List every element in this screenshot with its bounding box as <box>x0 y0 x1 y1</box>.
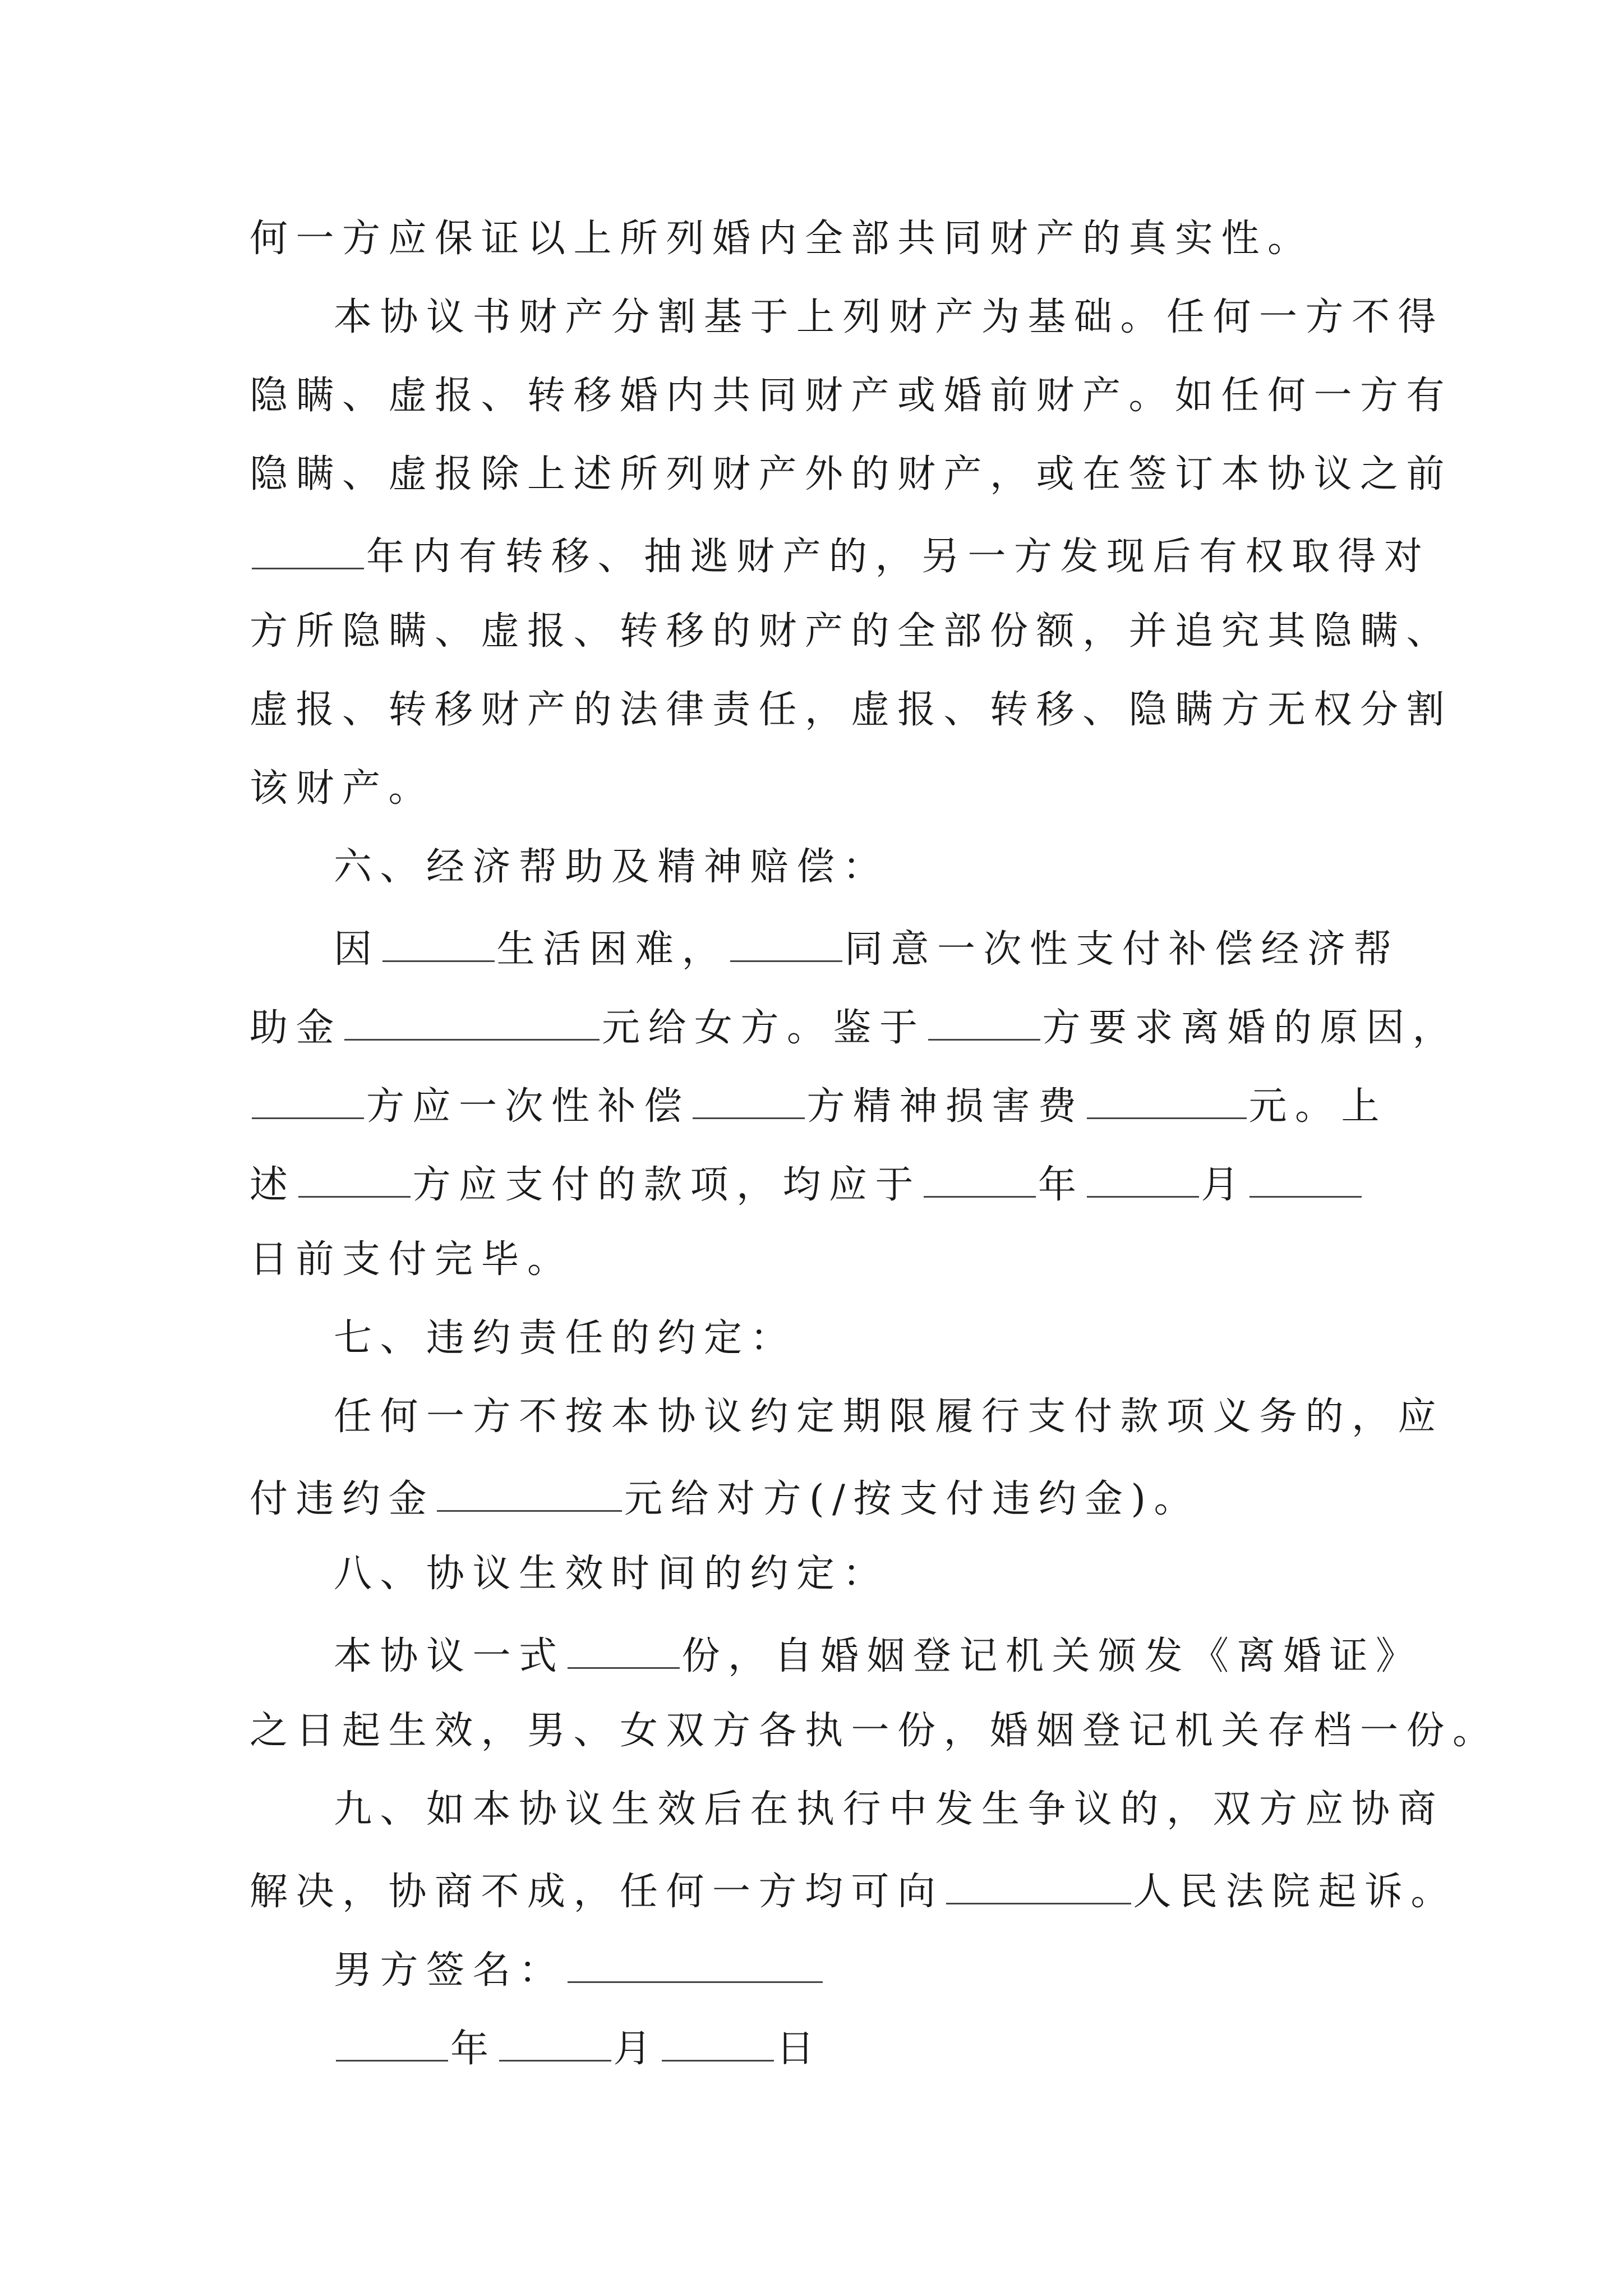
text: 月 <box>1201 1163 1248 1207</box>
text-line <box>250 217 1314 261</box>
fill-blank[interactable] <box>568 1634 680 1669</box>
text: 年 <box>450 2027 497 2071</box>
text-line <box>250 609 1453 654</box>
text: 述 <box>250 1163 296 1207</box>
fill-blank[interactable] <box>730 927 842 962</box>
text: 何一方应保证以上所列婚内全部共同财产的真实性。 <box>250 217 1314 261</box>
section-heading <box>334 845 889 889</box>
text-line <box>250 1005 1459 1050</box>
signature-blank[interactable] <box>568 1948 823 1983</box>
text: 之日起生效，男、女双方各执一份，婚姻登记机关存档一份。 <box>250 1709 1499 1753</box>
text-line <box>334 1634 1422 1676</box>
day-blank[interactable] <box>662 2026 774 2062</box>
fill-blank[interactable] <box>946 1869 1131 1904</box>
text: 因 <box>334 927 380 972</box>
section-heading <box>334 1316 797 1360</box>
text-line <box>250 1476 1200 1519</box>
text: 日 <box>776 2027 823 2071</box>
text-line <box>250 534 1431 579</box>
text: 隐瞒、虚报除上述所列财产外的财产，或在签订本协议之前 <box>250 452 1453 496</box>
text: 日前支付完毕。 <box>250 1237 574 1282</box>
text-line <box>334 1395 1445 1439</box>
text: 解决，协商不成，任何一方均可向 <box>250 1870 944 1914</box>
signature-line <box>334 1948 825 1993</box>
text: 本协议一式 <box>334 1634 565 1678</box>
text: 该财产。 <box>250 766 435 811</box>
fill-blank[interactable] <box>1249 1162 1362 1198</box>
text: 虚报、转移财产的法律责任，虚报、转移、隐瞒方无权分割 <box>250 688 1453 732</box>
text-line <box>250 766 435 811</box>
text: 元给对方(/按支付违约金)。 <box>624 1477 1200 1521</box>
fill-blank[interactable] <box>344 1005 600 1041</box>
date-line <box>334 2026 823 2071</box>
text: 方应一次性补偿 <box>366 1084 690 1129</box>
text: 任何一方不按本协议约定期限履行支付款项义务的，应 <box>334 1395 1445 1439</box>
fill-blank[interactable] <box>252 534 364 569</box>
text-line <box>250 1237 574 1282</box>
text-line <box>250 452 1453 496</box>
text-line <box>250 1162 1364 1207</box>
signature-label: 男方签名： <box>334 1948 565 1993</box>
text: 七、违约责任的约定： <box>334 1316 797 1360</box>
text-line <box>250 374 1453 418</box>
text: 方应支付的款项，均应于 <box>412 1163 922 1207</box>
text: 方要求离婚的原因， <box>1042 1006 1459 1050</box>
text-line <box>250 1084 1388 1129</box>
fill-blank[interactable] <box>437 1476 622 1512</box>
text: 方所隐瞒、虚报、转移的财产的全部份额，并追究其隐瞒、 <box>250 609 1453 654</box>
text: 份，自婚姻登记机关颁发《离婚证》 <box>681 1634 1422 1678</box>
text-line <box>250 1869 1458 1914</box>
year-blank[interactable] <box>336 2026 448 2062</box>
section-heading <box>334 1552 889 1596</box>
text: 元。上 <box>1248 1084 1388 1129</box>
text-line <box>334 927 1400 972</box>
text-line <box>334 1787 1445 1832</box>
text: 年 <box>1038 1163 1085 1207</box>
fill-blank[interactable] <box>1087 1162 1199 1198</box>
text: 生活困难， <box>496 927 728 972</box>
text: 助金 <box>250 1006 343 1050</box>
text: 年内有转移、抽逃财产的，另一方发现后有权取得对 <box>366 535 1431 579</box>
fill-blank[interactable] <box>693 1084 805 1119</box>
text: 方精神损害费 <box>806 1084 1085 1129</box>
fill-blank[interactable] <box>298 1162 411 1198</box>
month-blank[interactable] <box>499 2026 611 2062</box>
text: 同意一次性支付补偿经济帮 <box>845 927 1400 972</box>
text-line <box>334 295 1445 339</box>
text: 元给女方。鉴于 <box>602 1006 926 1050</box>
text: 人民法院起诉。 <box>1133 1870 1458 1914</box>
fill-blank[interactable] <box>1087 1084 1247 1119</box>
text-line <box>250 688 1453 732</box>
text: 九、如本协议生效后在执行中发生争议的，双方应协商 <box>334 1787 1445 1832</box>
text: 月 <box>613 2027 660 2071</box>
text: 本协议书财产分割基于上列财产为基础。任何一方不得 <box>334 295 1445 339</box>
text-line <box>250 1709 1499 1753</box>
fill-blank[interactable] <box>928 1005 1040 1041</box>
text: 八、协议生效时间的约定： <box>334 1552 889 1596</box>
fill-blank[interactable] <box>382 927 495 962</box>
text: 六、经济帮助及精神赔偿： <box>334 845 889 889</box>
fill-blank[interactable] <box>252 1084 364 1119</box>
text: 付违约金 <box>250 1477 435 1521</box>
fill-blank[interactable] <box>924 1162 1036 1198</box>
text: 隐瞒、虚报、转移婚内共同财产或婚前财产。如任何一方有 <box>250 374 1453 418</box>
